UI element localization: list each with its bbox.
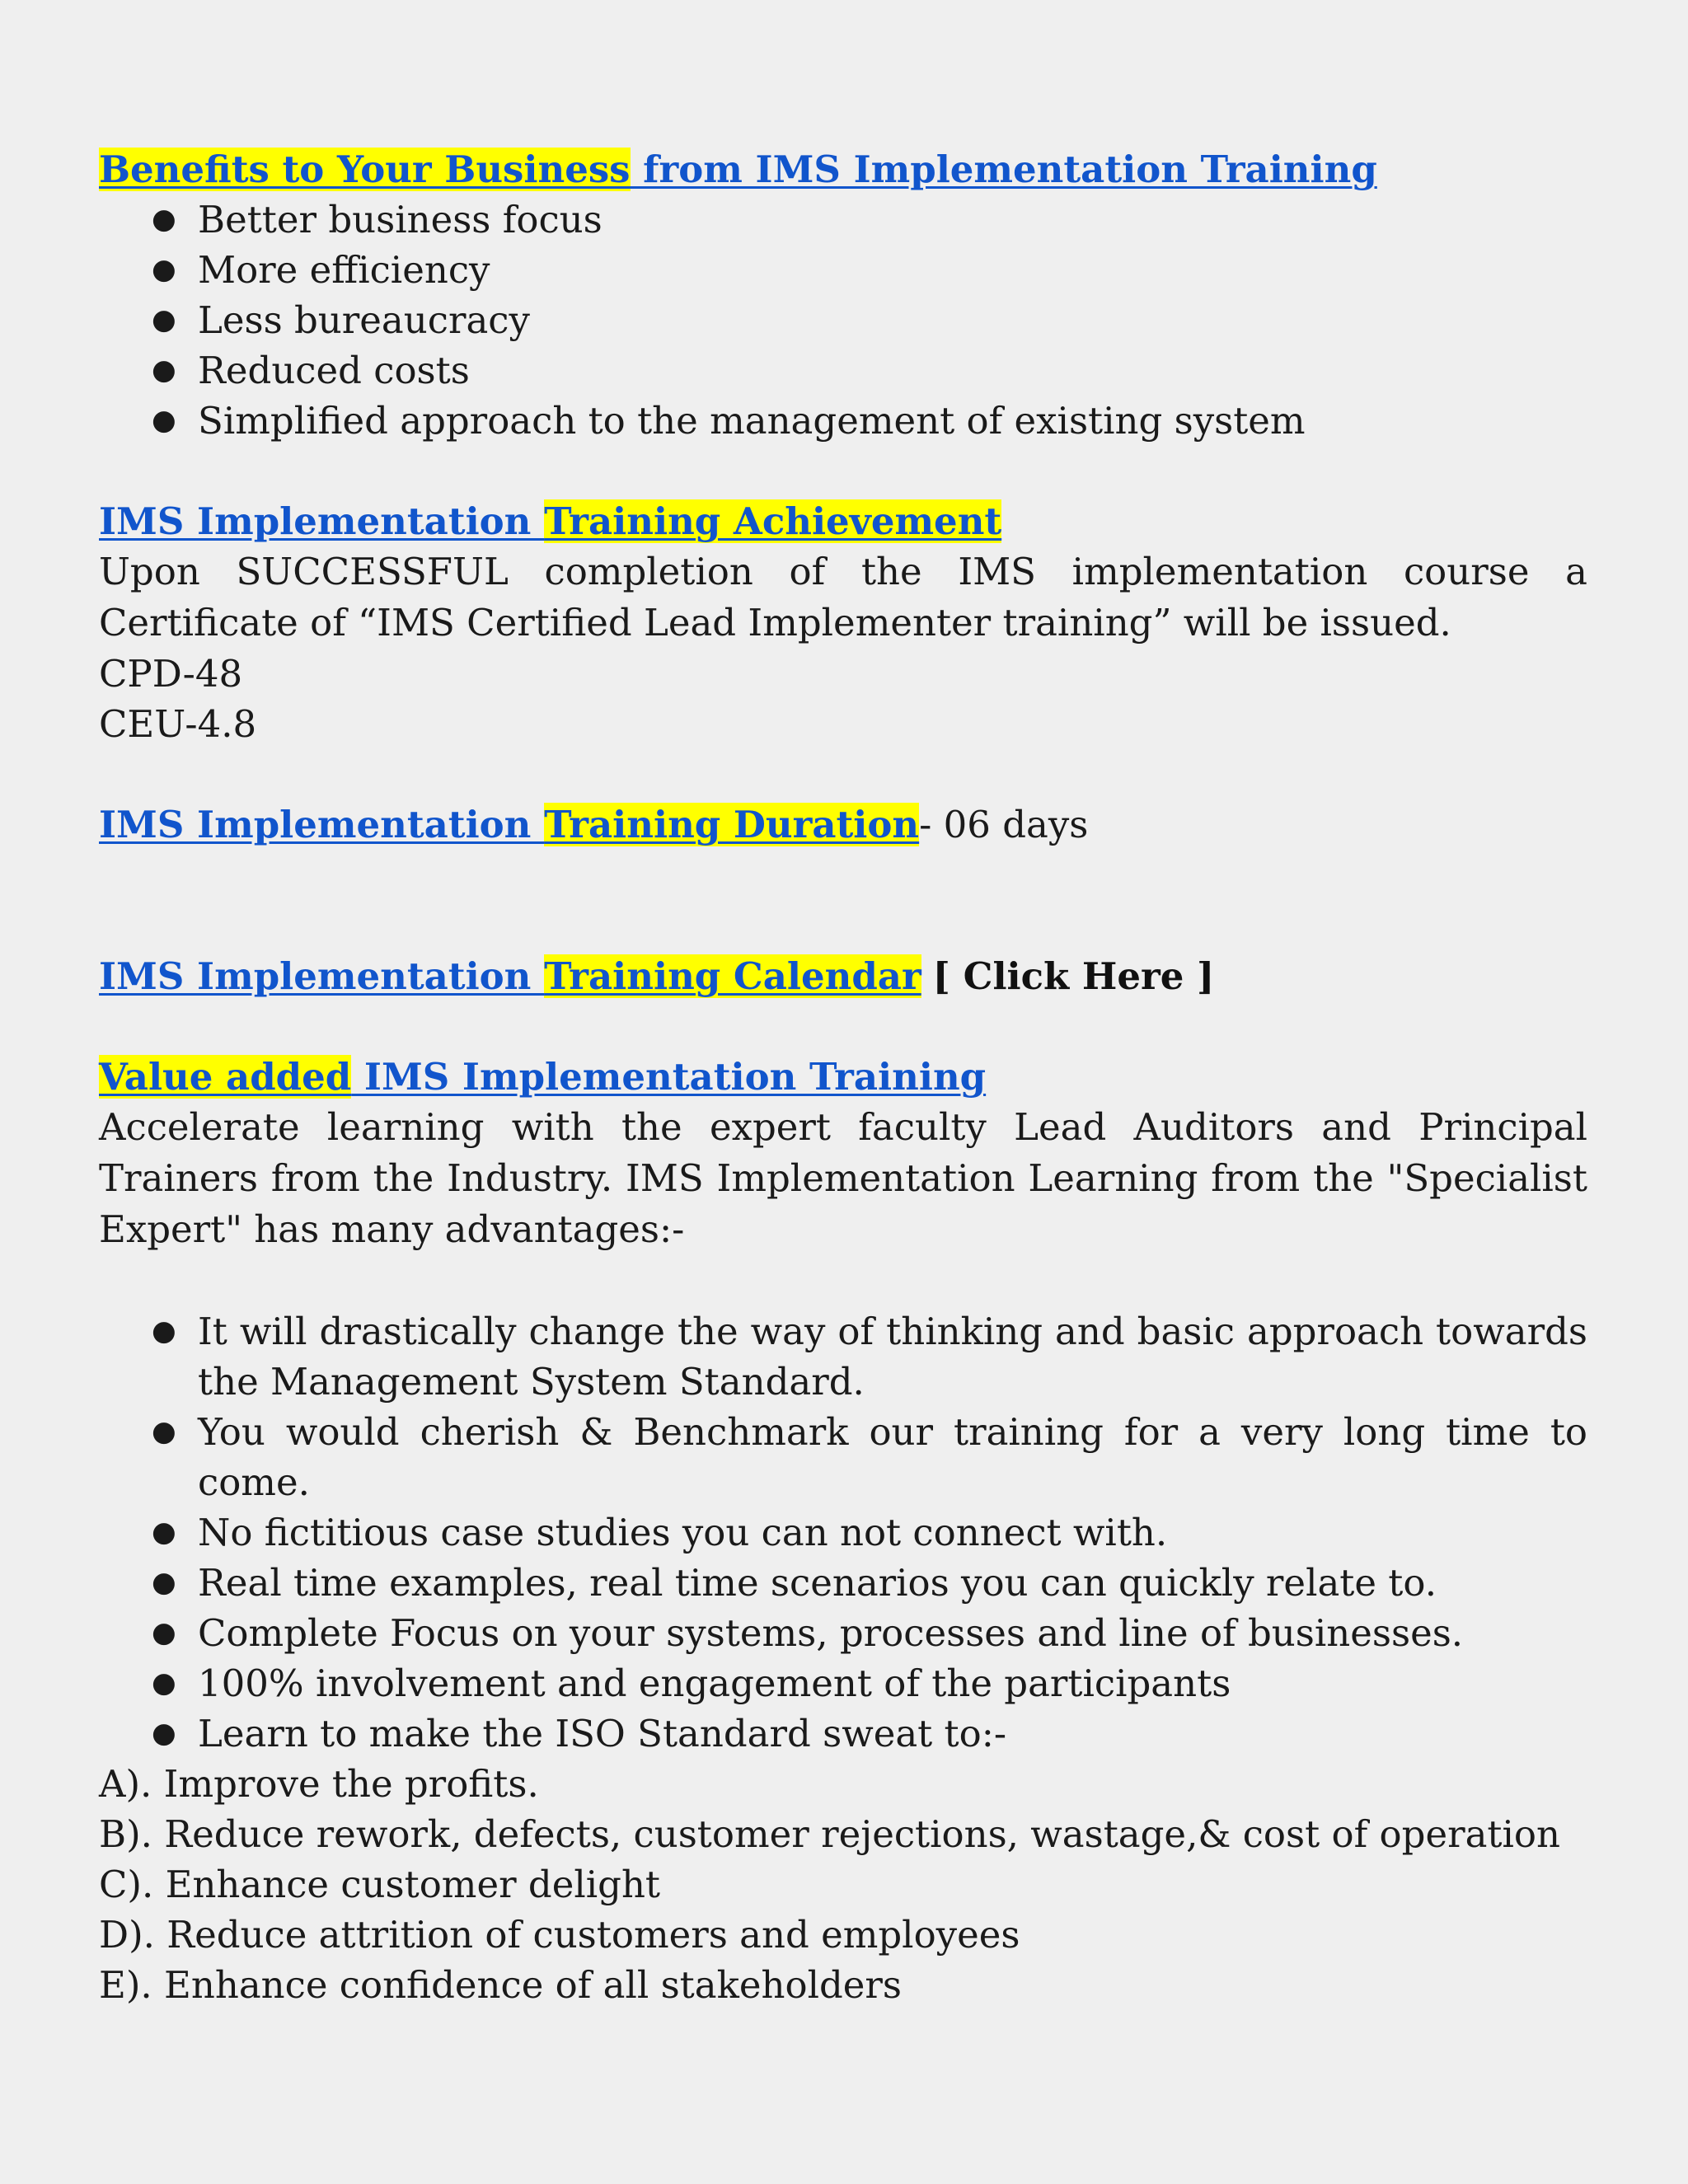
spacer xyxy=(99,1255,1587,1306)
spacer xyxy=(99,749,1587,800)
spacer xyxy=(99,850,1587,952)
list-item: ● 100% involvement and engagement of the participants xyxy=(152,1658,1587,1708)
bullet-icon: ● xyxy=(152,1566,176,1599)
duration-heading-highlight[interactable]: Training Duration xyxy=(544,803,920,846)
bullet-icon: ● xyxy=(152,404,176,437)
list-item: ● No fictitious case studies you can not connect with. xyxy=(152,1507,1587,1558)
value-added-heading-highlight: Value added xyxy=(99,1055,352,1099)
calendar-heading-highlight[interactable]: Training Calendar xyxy=(544,954,921,998)
list-item: ● Reduced costs xyxy=(152,345,1587,396)
outcome-c: C). Enhance customer delight xyxy=(99,1863,661,1906)
bullet-icon: ● xyxy=(152,1516,176,1549)
list-item: ● Real time examples, real time scenarios you can quickly relate to. xyxy=(152,1558,1587,1608)
bullet-icon: ● xyxy=(152,1415,176,1448)
list-item: ● Complete Focus on your systems, processes and line of businesses. xyxy=(152,1608,1587,1658)
value-added-intro: Accelerate learning with the expert faculty Lead Auditors and Principal Trainers from the Industry. IMS Implementation Learning from the "Specialist Expert" has many advantages:- xyxy=(99,1105,1587,1251)
list-item: ● It will drastically change the way of thinking and basic approach towards the Management System Standard. xyxy=(152,1306,1587,1407)
bullet-icon: ● xyxy=(152,303,176,336)
benefits-heading-highlight: Benefits to Your Business xyxy=(99,148,631,191)
duration-heading-plain[interactable]: IMS Implementation xyxy=(99,803,545,846)
bullet-icon: ● xyxy=(152,1616,176,1649)
spacer xyxy=(99,1001,1587,1052)
list-item: ● Better business focus xyxy=(152,194,1587,245)
benefits-list xyxy=(99,194,1587,446)
list-item: ● More efficiency xyxy=(152,245,1587,295)
duration-line xyxy=(99,800,1587,850)
bullet-icon: ● xyxy=(152,1717,176,1750)
spacer xyxy=(99,446,1587,497)
bullet-icon: ● xyxy=(152,1666,176,1699)
list-item: ● Less bureaucracy xyxy=(152,295,1587,345)
achievement-text: Upon SUCCESSFUL completion of the IMS implementation course a Certificate of “IMS Certified Lead Implementer training” will be issued. xyxy=(99,550,1587,644)
advantages-list xyxy=(99,1306,1587,1759)
cpd-value: CPD-48 xyxy=(99,652,243,696)
list-item: ● Learn to make the ISO Standard sweat to:- xyxy=(152,1708,1587,1759)
click-here-link[interactable]: [ Click Here ] xyxy=(932,954,1215,998)
value-added-heading-rest: IMS Implementation Training xyxy=(351,1055,987,1099)
list-item: ● You would cherish & Benchmark our training for a very long time to come. xyxy=(152,1407,1587,1507)
list-item: ● Simplified approach to the management of existing system xyxy=(152,396,1587,446)
outcome-d: D). Reduce attrition of customers and employees xyxy=(99,1913,1020,1957)
bullet-icon: ● xyxy=(152,253,176,286)
duration-value: - 06 days xyxy=(919,803,1089,846)
bullet-icon: ● xyxy=(152,203,176,236)
achievement-heading[interactable] xyxy=(99,497,1587,546)
calendar-line xyxy=(99,952,1587,1001)
calendar-heading-plain[interactable]: IMS Implementation xyxy=(99,954,545,998)
outcome-e: E). Enhance confidence of all stakeholders xyxy=(99,1963,903,2007)
outcome-a: A). Improve the profits. xyxy=(99,1762,539,1806)
achievement-heading-highlight: Training Achievement xyxy=(544,499,1002,543)
achievement-heading-plain: IMS Implementation xyxy=(99,499,545,543)
ceu-value: CEU-4.8 xyxy=(99,702,257,746)
benefits-heading-rest: from IMS Implementation Training xyxy=(630,148,1377,191)
benefits-heading[interactable] xyxy=(99,145,1587,194)
bullet-icon: ● xyxy=(152,354,176,387)
bullet-icon: ● xyxy=(152,1315,176,1347)
value-added-heading[interactable] xyxy=(99,1052,1587,1102)
outcome-b: B). Reduce rework, defects, customer rejections, wastage,& cost of operation xyxy=(99,1812,1560,1856)
